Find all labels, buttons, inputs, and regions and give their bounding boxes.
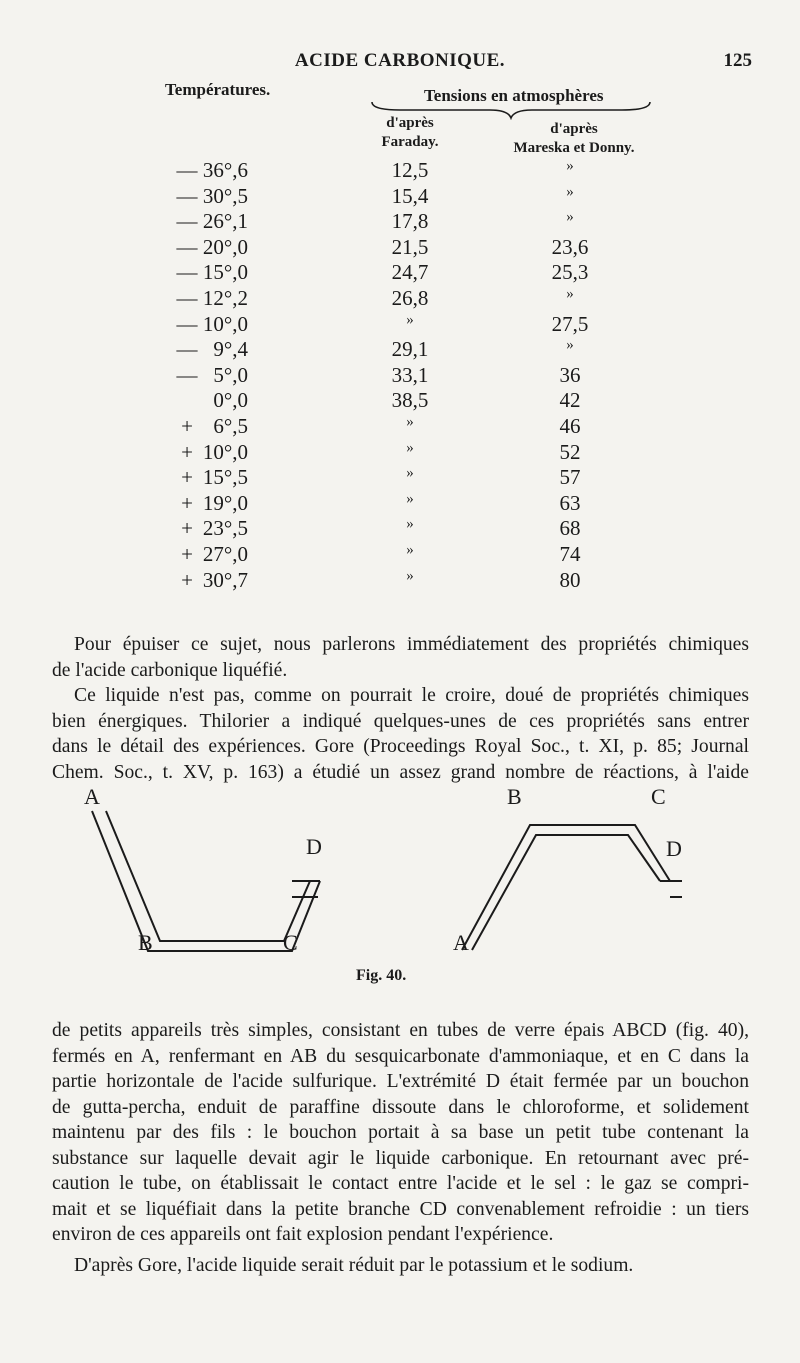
temperature-cell: 9°,4 <box>213 337 248 362</box>
mareska-cell: » <box>566 158 574 174</box>
faraday-cell: » <box>406 516 414 533</box>
right-tube-outer <box>462 825 670 950</box>
faraday-cell: 12,5 <box>391 158 429 182</box>
sign-cell: — <box>176 286 198 310</box>
figure-label-left-d: D <box>306 834 322 859</box>
table-row <box>0 568 800 598</box>
faraday-cell: » <box>406 465 414 482</box>
temperature-cell: 12°,2 <box>202 286 248 310</box>
mareska-cell: 52 <box>559 439 581 464</box>
faraday-cell: » <box>406 414 414 430</box>
right-tube-stub <box>660 881 682 897</box>
mareska-cell: » <box>566 209 574 226</box>
faraday-cell: 24,7 <box>391 260 429 285</box>
text-line: maintenu par des fils : le bouchon portait à sa base un petit tube contenant la <box>52 1122 749 1143</box>
text-line: bien énergiques. Thilorier a indiqué quelques-unes de ces propriétés sans entrer <box>52 710 749 732</box>
text-line: mait et se liquéfiait dans la petite branche CD convenablement refroidie : un tiers <box>52 1198 749 1220</box>
sign-cell: — <box>176 362 198 387</box>
figure-label-right-c: C <box>651 784 666 809</box>
sign-cell: — <box>176 311 198 336</box>
column-header-faraday <box>360 114 460 152</box>
temperature-cell: 19°,0 <box>202 490 248 515</box>
faraday-cell: 38,5 <box>391 388 429 413</box>
mareska-cell: 74 <box>559 542 581 566</box>
sign-cell: — <box>176 337 198 362</box>
faraday-cell: 17,8 <box>391 209 429 234</box>
sign-cell: + <box>181 567 193 592</box>
sign-cell: + <box>181 439 193 464</box>
column-header-mareska <box>494 120 654 158</box>
paragraph-2 <box>52 683 749 785</box>
figure-label-right-b: B <box>507 784 522 809</box>
figure-caption: Fig. 40. <box>356 967 407 984</box>
faraday-cell: » <box>406 311 414 328</box>
faraday-cell: » <box>406 542 414 558</box>
mareska-cell: 23,6 <box>551 234 589 259</box>
temperature-cell: 10°,0 <box>202 439 248 464</box>
mareska-cell: 36 <box>559 362 581 387</box>
faraday-cell: » <box>406 490 414 507</box>
page-number: 125 <box>723 50 752 71</box>
figure-label-left-c: C <box>283 930 298 955</box>
temperature-cell: 36°,6 <box>202 158 248 182</box>
text-line: substance sur laquelle devait agir le liquide carbonique. En retournant avec pré- <box>52 1147 749 1169</box>
text-line: fermés en A, renfermant en AB du sesquicarbonate d'ammoniaque, et en C dans la <box>52 1045 749 1067</box>
mareska-cell: » <box>566 183 574 200</box>
paragraph-1 <box>52 632 749 683</box>
column-header-tension: Tensions en atmosphères <box>424 86 604 105</box>
sign-cell: + <box>181 490 193 515</box>
text-line: D'après Gore, l'acide liquide serait réduit par le potassium et le sodium. <box>74 1255 634 1276</box>
temperature-cell: 5°,0 <box>213 362 248 387</box>
temperature-cell: 27°,0 <box>202 542 248 566</box>
text-line: de petits appareils très simples, consistant en tubes de verre épais ABCD (fig. 40), <box>52 1020 749 1041</box>
faraday-line-1: d'après <box>386 115 434 131</box>
sign-cell: — <box>176 158 198 182</box>
mareska-cell: 63 <box>559 490 581 515</box>
mareska-cell: » <box>566 337 574 354</box>
temperature-cell: 23°,5 <box>202 516 248 541</box>
column-header-temperature: Températures. <box>165 80 271 99</box>
mareska-cell: 27,5 <box>551 311 589 336</box>
sign-cell: + <box>181 516 193 541</box>
mareska-cell: 25,3 <box>551 260 589 285</box>
mareska-cell: 68 <box>559 516 581 541</box>
faraday-cell: 15,4 <box>391 183 429 208</box>
running-title: ACIDE CARBONIQUE. <box>294 50 506 71</box>
text-line: partie horizontale de l'acide sulfurique. L'extrémité D était fermée par un bouchon <box>52 1071 749 1092</box>
temperature-cell: 26°,1 <box>202 209 248 234</box>
faraday-cell: 29,1 <box>391 337 429 362</box>
temperature-cell: 6°,5 <box>213 414 248 438</box>
paragraph-4 <box>52 1253 749 1279</box>
paragraph-3 <box>52 1018 749 1248</box>
sign-cell: + <box>181 542 193 566</box>
sign-cell: — <box>176 209 198 234</box>
text-line: Ce liquide n'est pas, comme on pourrait le croire, doué de propriétés chimiques <box>74 685 749 706</box>
temperature-cell: 10°,0 <box>202 311 248 336</box>
figure-40-apparatus <box>70 785 730 965</box>
faraday-cell: 21,5 <box>391 234 429 259</box>
text-line: de l'acide carbonique liquéfié. <box>52 659 288 681</box>
figure-label-right-d: D <box>666 836 682 861</box>
text-line: caution le tube, on établissait le contact entre l'acide et le sel : le gaz se compri- <box>52 1173 749 1194</box>
temperature-cell: 20°,0 <box>202 234 248 259</box>
faraday-cell: » <box>406 439 414 456</box>
faraday-cell: » <box>406 567 414 584</box>
text-line: Pour épuiser ce sujet, nous parlerons immédiatement des propriétés chimiques <box>74 634 749 655</box>
temperature-cell: 30°,7 <box>202 567 248 592</box>
temperature-cell: 30°,5 <box>202 183 248 208</box>
text-line: environ de ces appareils ont fait explosion pendant l'expérience. <box>52 1224 554 1245</box>
mareska-cell: » <box>566 286 574 302</box>
mareska-line-2: Mareska et Donny. <box>513 140 635 156</box>
sign-cell: + <box>181 414 193 438</box>
sign-cell: — <box>176 183 198 208</box>
mareska-cell: 80 <box>559 567 581 592</box>
figure-label-left-b: B <box>138 930 153 955</box>
temperature-cell: 15°,5 <box>202 465 248 490</box>
mareska-cell: 42 <box>559 388 581 413</box>
text-line: dans le détail des expériences. Gore (Proceedings Royal Soc., t. XI, p. 85; Journal <box>52 736 749 757</box>
right-tube-inner <box>472 835 660 950</box>
faraday-cell: 26,8 <box>391 286 429 310</box>
temperature-cell: 0°,0 <box>213 388 248 413</box>
faraday-cell: 33,1 <box>391 362 429 387</box>
mareska-cell: 46 <box>559 414 581 438</box>
figure-label-right-a: A <box>453 930 469 955</box>
text-line: Chem. Soc., t. XV, p. 163) a étudié un assez grand nombre de réactions, à l'aide <box>52 761 749 783</box>
text-line: de gutta-percha, enduit de paraffine dissoute dans le chloroforme, et solidement <box>52 1096 749 1118</box>
figure-label-left-a: A <box>84 784 100 809</box>
faraday-line-2: Faraday. <box>381 134 439 150</box>
mareska-line-1: d'après <box>550 121 598 137</box>
sign-cell: — <box>176 234 198 259</box>
mareska-cell: 57 <box>559 465 581 490</box>
temperature-cell: 15°,0 <box>202 260 248 285</box>
sign-cell: + <box>181 465 193 490</box>
sign-cell: — <box>176 260 198 285</box>
